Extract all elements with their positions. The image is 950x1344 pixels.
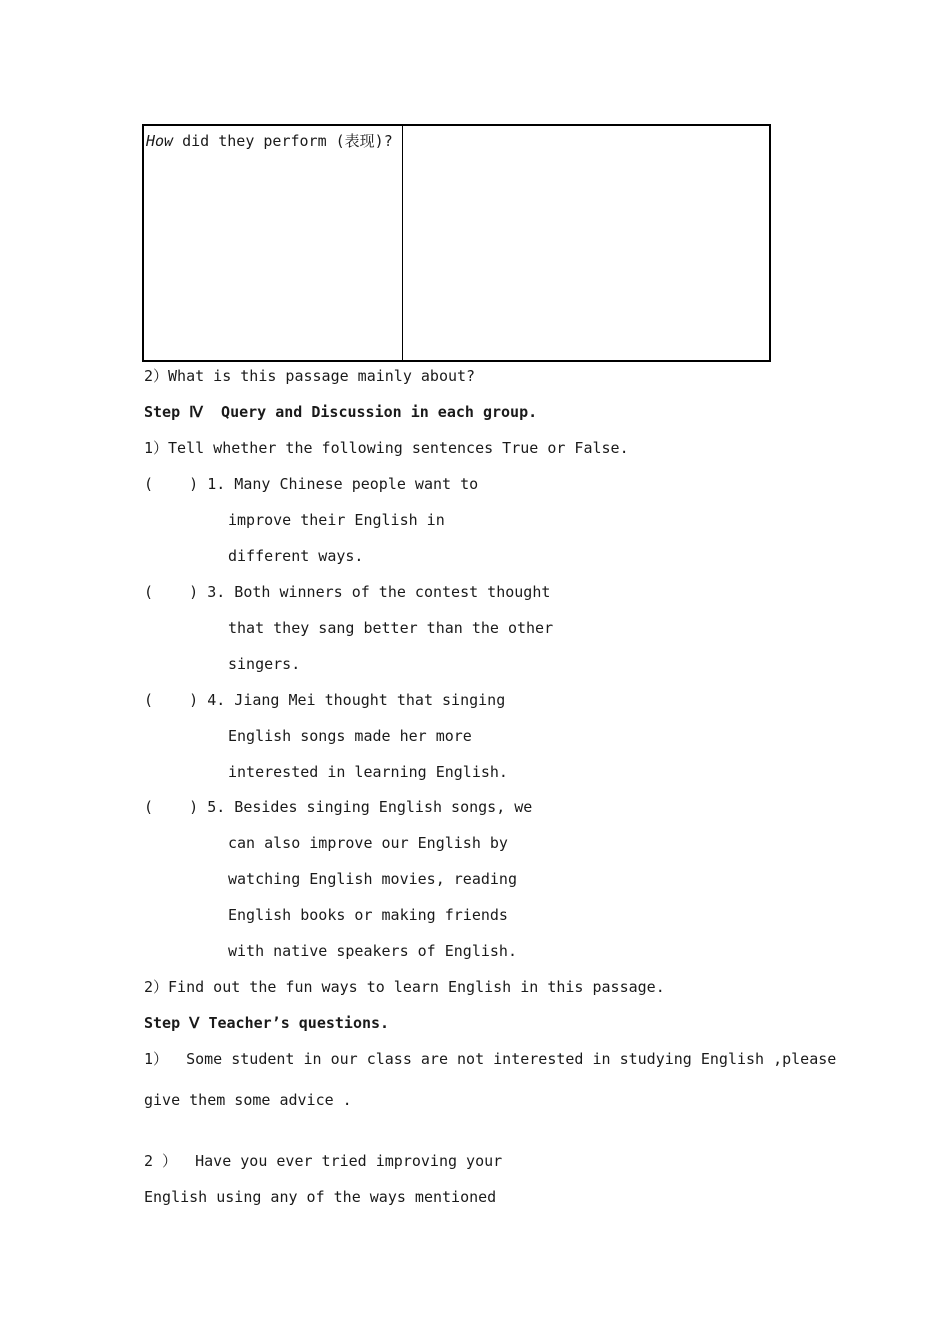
question-cell <box>143 125 403 361</box>
find-fun-ways-instruction: 2）Find out the fun ways to learn English in this passage. <box>144 978 665 996</box>
teacher-question-1-line-1: 1） Some student in our class are not interested in studying English ,please <box>144 1050 837 1068</box>
item-4-line-3: interested in learning English. <box>228 763 508 781</box>
question-italic: How <box>146 132 174 150</box>
item-4-line-1: ( ) 4. Jiang Mei thought that singing <box>144 691 506 709</box>
item-1-line-2: improve their English in <box>228 511 445 529</box>
answer-cell[interactable] <box>403 125 771 361</box>
item-1-line-1: ( ) 1. Many Chinese people want to <box>144 475 479 493</box>
teacher-question-1-line-2: give them some advice . <box>144 1091 352 1109</box>
item-5-line-2: can also improve our English by <box>228 834 508 852</box>
true-false-instruction: 1）Tell whether the following sentences True or False. <box>144 439 629 457</box>
teacher-question-2-line-1: 2 ） Have you ever tried improving your <box>144 1152 503 1170</box>
answer-table <box>142 124 771 362</box>
table-row <box>143 125 770 361</box>
item-3-line-3: singers. <box>228 655 301 673</box>
passage-question: 2）What is this passage mainly about? <box>144 367 476 385</box>
item-3-line-2: that they sang better than the other <box>228 619 554 637</box>
item-5-line-4: English books or making friends <box>228 906 508 924</box>
question-text: did they perform (表现)? <box>173 132 393 150</box>
item-1-line-3: different ways. <box>228 547 364 565</box>
step-v-heading: Step Ⅴ Teacher’s questions. <box>144 1014 390 1032</box>
item-4-line-2: English songs made her more <box>228 727 472 745</box>
item-5-line-5: with native speakers of English. <box>228 942 517 960</box>
teacher-question-2-line-2: English using any of the ways mentioned <box>144 1188 497 1206</box>
item-5-line-1: ( ) 5. Besides singing English songs, we <box>144 798 533 816</box>
item-3-line-1: ( ) 3. Both winners of the contest thought <box>144 583 551 601</box>
step-iv-heading: Step Ⅳ Query and Discussion in each group. <box>144 403 538 421</box>
item-5-line-3: watching English movies, reading <box>228 870 517 888</box>
